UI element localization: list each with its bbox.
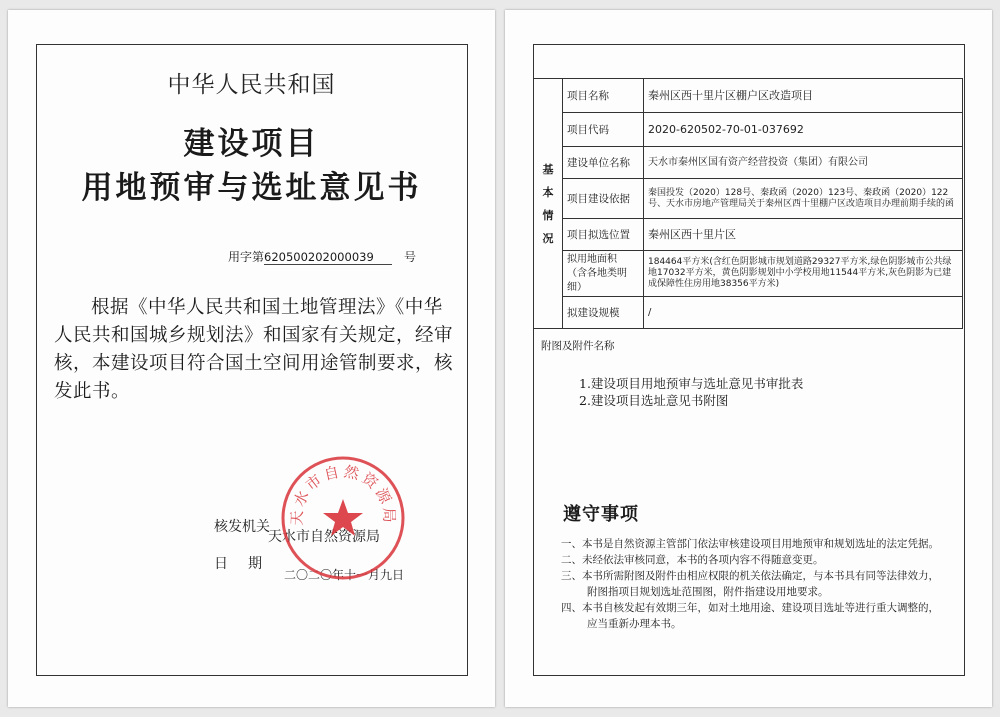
- document-title-line2: 用地预审与选址意见书: [81, 170, 422, 206]
- right-page: [505, 10, 992, 707]
- date-label: 日期: [214, 556, 282, 572]
- left-page: [8, 10, 495, 707]
- rules-list: [561, 536, 941, 632]
- row-label: 项目拟选位置: [563, 219, 644, 251]
- project-code-value: 2020-620502-70-01-037692: [644, 113, 963, 147]
- row-label: 项目建设依据: [563, 179, 644, 219]
- row-label: 建设单位名称: [563, 147, 644, 179]
- official-seal-icon: [280, 455, 406, 581]
- builder-name-value: 天水市秦州区国有资产经营投资（集团）有限公司: [644, 147, 963, 179]
- row-label: 拟用地面积 （含各地类明细）: [563, 251, 644, 297]
- issuer-label: 核发机关: [214, 519, 270, 535]
- doc-prefix: 用字第: [228, 250, 265, 264]
- list-item: 2.建设项目选址意见书附图: [579, 393, 729, 408]
- issue-date: 二〇二〇年十一月九日: [284, 568, 405, 582]
- land-area-value: 184464平方米(含红色阴影城市规划道路29327平方米,绿色阴影城市公共绿地17032平方米，黄色阴影规划中小学校用地11544平方米,灰色阴影为已建成保障性住房用地38356平方米): [644, 251, 963, 297]
- list-item: 二、未经依法审核同意，本书的各项内容不得随意变更。: [561, 554, 824, 566]
- construction-scale-value: /: [644, 297, 963, 329]
- attachments-title: 附图及附件名称: [541, 340, 615, 352]
- list-item: 四、本书自核发起有效期三年，如对土地用途、建设项目选址等进行重大调整的，应当重新办理本书。: [561, 602, 939, 630]
- attachments-list: [579, 375, 803, 409]
- seal-text: 天水市自然资源局: [287, 462, 399, 526]
- project-name-value: 秦州区西十里片区棚户区改造项目: [644, 79, 963, 113]
- basic-info-table: [533, 78, 963, 329]
- rules-title: 遵守事项: [563, 504, 639, 525]
- row-label: 项目名称: [563, 79, 644, 113]
- construction-basis-value: 秦国投发（2020）128号、秦政函（2020）123号、秦政函（2020）122号、天水市房地产管理局关于秦州区西十里棚户区改造项目办理前期手续的函: [644, 179, 963, 219]
- approval-statement: 根据《中华人民共和国土地管理法》《中华人民共和国城乡规划法》和国家有关规定，经审核，本建设项目符合国土空间用途管制要求，核发此书。: [54, 297, 454, 402]
- list-item: 1.建设项目用地预审与选址意见书审批表: [579, 376, 804, 391]
- row-label: 项目代码: [563, 113, 644, 147]
- list-item: 三、本书所需附图及附件由相应权限的机关依法确定，与本书具有同等法律效力，附图指项目规划选址范围图，附件指建设用地要求。: [561, 570, 939, 598]
- doc-suffix: 号: [404, 250, 417, 264]
- proposed-location-value: 秦州区西十里片区: [644, 219, 963, 251]
- issuer-name: 天水市自然资源局: [268, 529, 380, 545]
- country-name: 中华人民共和国: [167, 72, 336, 98]
- list-item: 一、本书是自然资源主管部门依法审核建设项目用地预审和规划选址的法定凭据。: [561, 538, 939, 550]
- document-title-line1: 建设项目: [183, 126, 320, 162]
- doc-number-value: 620500202000039: [264, 250, 392, 265]
- document-number: [228, 248, 416, 265]
- basic-info-side-label: 基 本 情 况: [534, 79, 563, 329]
- row-label: 拟建设规模: [563, 297, 644, 329]
